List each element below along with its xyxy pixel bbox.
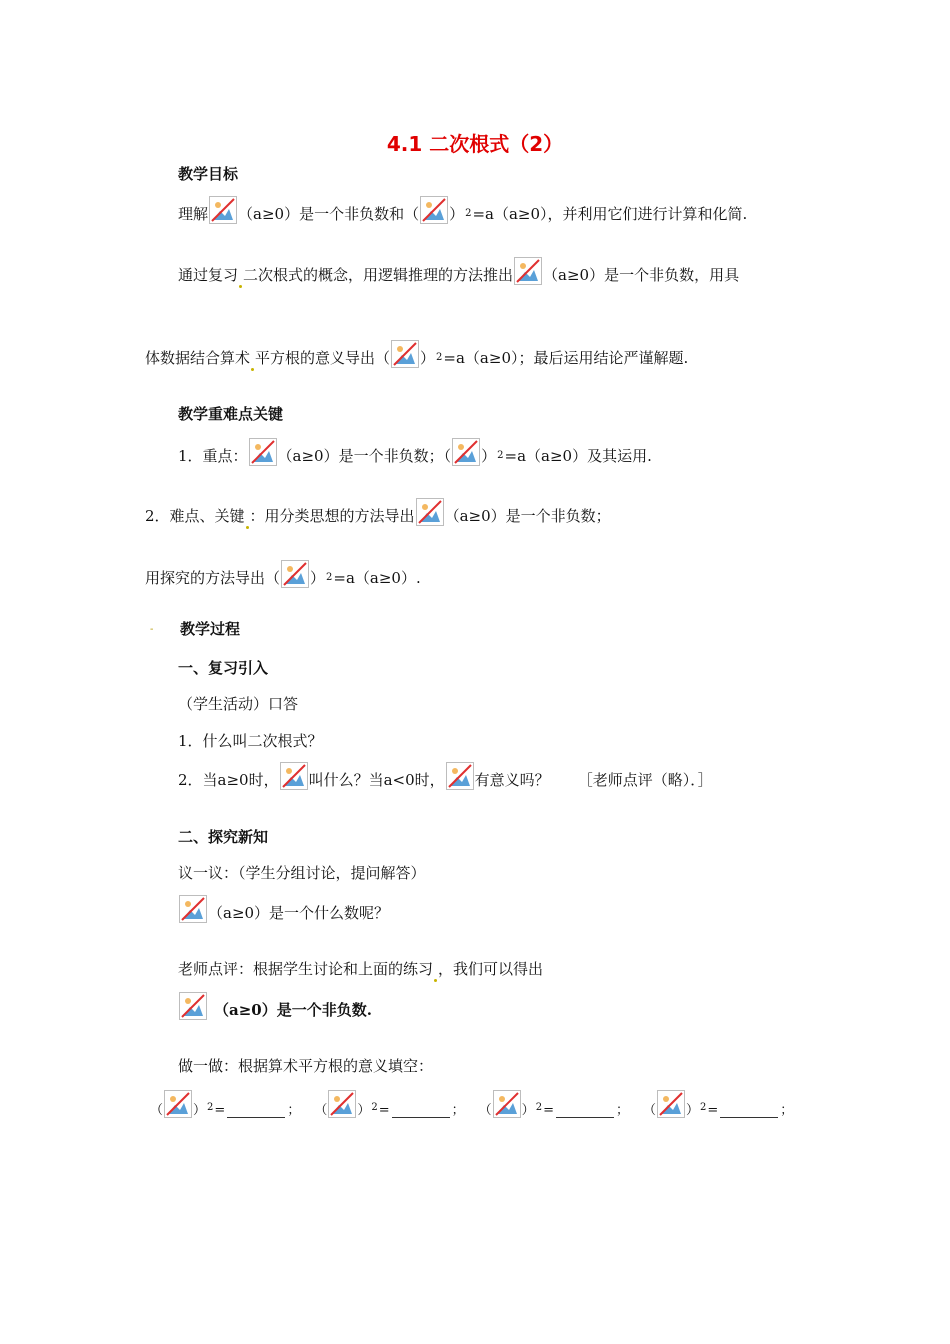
broken-image-icon [452, 438, 480, 466]
superscript: 2 [465, 208, 472, 219]
text: 理解 [178, 205, 209, 223]
part2-heading: 二、探究新知 [178, 828, 269, 846]
section-heading-key: 教学重难点关键 [178, 405, 284, 423]
part2-exercise: 做一做：根据算术平方根的意义填空： [178, 1057, 434, 1075]
text: 用探究的方法导出（ [145, 569, 281, 587]
text: 老师点评：根据学生讨论和上面的练习 [178, 960, 434, 978]
broken-image-icon [249, 438, 277, 466]
answer-blank[interactable] [392, 1105, 450, 1118]
answer-blank[interactable] [720, 1105, 778, 1118]
text: （a≥0）是一个非负数；（ [277, 447, 452, 465]
text: ） [420, 349, 436, 367]
broken-image-icon [391, 340, 419, 368]
text: ） [449, 205, 465, 223]
goals-line-3 [145, 340, 688, 368]
broken-image-icon [420, 196, 448, 224]
paren: ） [357, 1103, 371, 1118]
broken-image-icon [281, 560, 309, 588]
equals: = [707, 1103, 719, 1118]
text: （a≥0）是一个非负数； [444, 507, 611, 525]
paren: ） [193, 1103, 207, 1118]
text: （a≥0）是一个非负数，用具 [543, 266, 740, 284]
superscript: 2 [326, 572, 333, 583]
text: ：用分类思想的方法导出 [249, 507, 415, 525]
mark-dot [246, 526, 249, 529]
broken-image-icon [493, 1090, 521, 1118]
mark-dot [434, 979, 437, 982]
part1-question-1: 1．什么叫二次根式？ [178, 732, 323, 750]
text: 2．难点、关键 [145, 507, 245, 525]
broken-image-icon [179, 895, 207, 923]
broken-image-icon [657, 1090, 685, 1118]
key-line-2 [145, 498, 611, 526]
paren: ） [521, 1103, 535, 1118]
broken-image-icon [164, 1090, 192, 1118]
equals: = [378, 1103, 390, 1118]
separator: ； [615, 1103, 629, 1118]
text: ） [481, 447, 497, 465]
part1-activity: （学生活动）口答 [178, 695, 299, 713]
broken-image-icon [328, 1090, 356, 1118]
text: 体数据结合算术 [145, 349, 251, 367]
key-line-3 [145, 560, 421, 588]
goals-line-2 [178, 257, 739, 285]
text: ） [310, 569, 326, 587]
answer-blank[interactable] [556, 1105, 614, 1118]
text: （a≥0）是一个非负数. [214, 1001, 372, 1019]
text: 平方根的意义导出（ [255, 349, 391, 367]
broken-image-icon [179, 992, 207, 1020]
superscript: 2 [700, 1102, 707, 1113]
section-heading-process: 教学过程 [180, 620, 241, 638]
superscript: 2 [497, 450, 504, 461]
broken-image-icon [416, 498, 444, 526]
broken-image-icon [446, 762, 474, 790]
text: 叫什么？当a<0时， [308, 771, 445, 789]
text: 2．当a≥0时， [178, 771, 279, 789]
broken-image-icon [280, 762, 308, 790]
goals-line-1 [178, 196, 747, 224]
text: 二次根式的概念，用逻辑推理的方法推出 [243, 266, 514, 284]
part2-comment [178, 958, 543, 979]
superscript: 2 [207, 1102, 214, 1113]
paren: ） [686, 1103, 700, 1118]
text: （a≥0）是一个非负数和（ [238, 205, 420, 223]
broken-image-icon [514, 257, 542, 285]
text: =a（a≥0）；最后运用结论严谨解题. [443, 349, 689, 367]
equals: = [543, 1103, 554, 1118]
teacher-comment: ［老师点评（略）．］ [577, 771, 713, 789]
text: （a≥0）是一个什么数呢？ [208, 904, 390, 922]
superscript: 2 [535, 1102, 543, 1113]
paren: （ [642, 1103, 656, 1118]
text: =a（a≥0）及其运用. [504, 447, 652, 465]
part1-heading: 一、复习引入 [178, 659, 269, 677]
part2-conclusion [178, 992, 372, 1020]
separator: ； [780, 1103, 794, 1118]
superscript: 2 [436, 352, 443, 363]
text: ，我们可以得出 [438, 960, 544, 978]
paren: （ [150, 1103, 164, 1118]
text: 1．重点： [178, 447, 248, 465]
text: 通过复习 [178, 266, 239, 284]
separator: ； [287, 1103, 301, 1118]
mark-dot [251, 368, 254, 371]
text: =a（a≥0）. [333, 569, 421, 587]
part1-question-2 [178, 762, 713, 790]
broken-image-icon [209, 196, 237, 224]
part2-question [178, 895, 389, 923]
section-heading-goals: 教学目标 [178, 165, 239, 183]
fill-in-row [150, 1090, 793, 1118]
process-bullet: - [150, 624, 154, 635]
paren: （ [314, 1103, 328, 1118]
page-title: 4.1 二次根式（2） [386, 132, 564, 156]
text: 有意义吗？ [474, 771, 550, 789]
part2-discuss: 议一议：（学生分组讨论，提问解答） [178, 864, 426, 882]
equals: = [214, 1103, 226, 1118]
answer-blank[interactable] [227, 1105, 285, 1118]
key-line-1 [178, 438, 652, 466]
separator: ； [451, 1103, 465, 1118]
text: =a（a≥0），并利用它们进行计算和化简. [472, 205, 748, 223]
superscript: 2 [371, 1102, 378, 1113]
paren: （ [478, 1103, 492, 1118]
mark-dot [239, 285, 242, 288]
